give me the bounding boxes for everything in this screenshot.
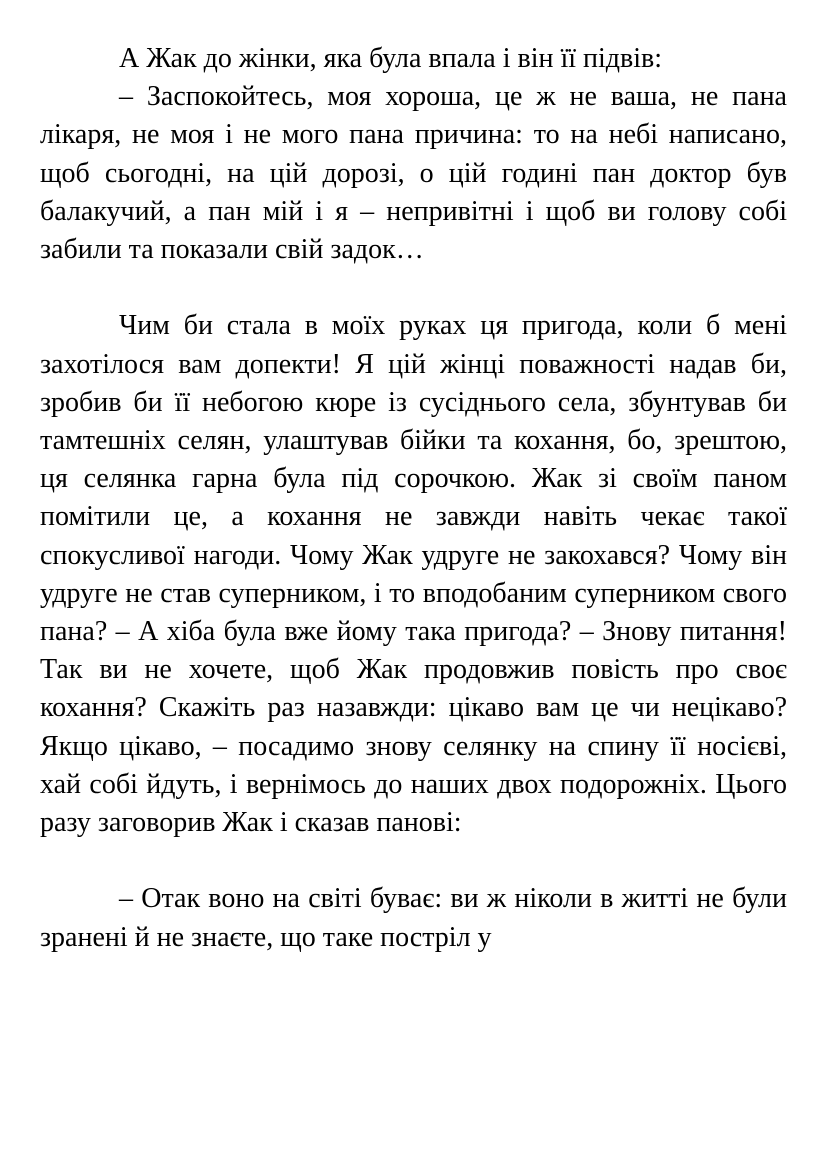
paragraph-dialogue-1: – Заспокойтесь, моя хороша, це ж не ваша, не пана лікаря, не моя і не мого пана причина: то на небі написано, щоб сьогодні, на цій дорозі, о цій годині пан доктор був балакучий, а пан мій і я – непривітні і щоб ви голову собі забили та показали свій задок… bbox=[40, 81, 787, 266]
paragraph-intro: А Жак до жінки, яка була впала і він її підвів: bbox=[119, 43, 663, 74]
paragraph-spacer bbox=[40, 842, 787, 880]
document-page bbox=[40, 40, 787, 957]
paragraph-spacer bbox=[40, 269, 787, 307]
paragraph-narrator: Чим би стала в моїх руках ця пригода, коли б мені захотілося вам допекти! Я цій жінці поважності надав би, зробив би її небогою кюре із сусіднього села, збунтував би тамтешніх селян, улаштував бійки та кохання, бо, зрештою, ця селянка гарна була під сорочкою. Жак зі своїм паном помітили це, а кохання не завжди навіть чекає такої спокусливої нагоди. Чому Жак удруге не закохався? Чому він удруге не став суперником, і то вподобаним суперником свого пана? – А хіба була вже йому така пригода? – Знову питання! Так ви не хочете, щоб Жак продовжив повість про своє кохання? Скажіть раз назавжди: цікаво вам це чи нецікаво? Якщо цікаво, – посадимо знову селянку на спину її носієві, хай собі йдуть, і вернімось до наших двох подорожніх. Цього разу заговорив Жак і сказав панові: bbox=[40, 310, 787, 839]
paragraph-dialogue-2: – Отак воно на світі буває: ви ж ніколи в житті не були зранені й не знаєте, що таке постріл у bbox=[40, 883, 787, 953]
